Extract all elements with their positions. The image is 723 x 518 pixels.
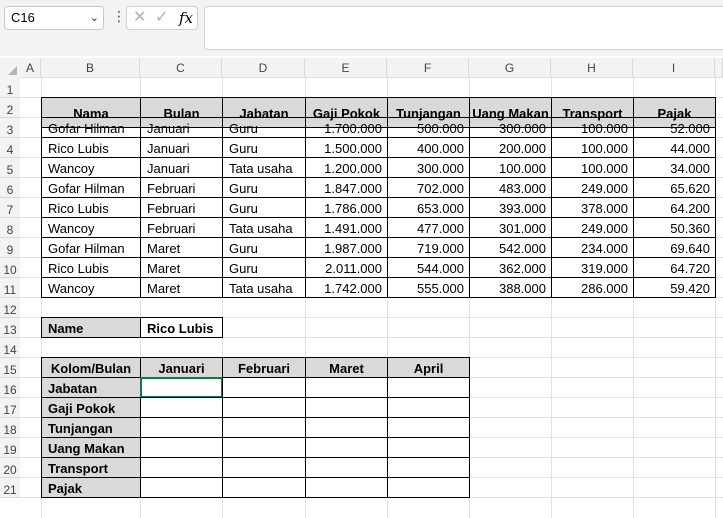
row-header-16[interactable]: 16 <box>0 378 20 398</box>
table-cell[interactable]: Guru <box>222 237 306 258</box>
row-header-1[interactable]: 1 <box>0 78 20 98</box>
name-label[interactable]: Name <box>41 317 141 338</box>
row-header-19[interactable]: 19 <box>0 438 20 458</box>
row-header-18[interactable]: 18 <box>0 418 20 438</box>
formula-input[interactable] <box>204 6 723 50</box>
table-cell[interactable]: 719.000 <box>387 237 470 258</box>
summary-cell[interactable] <box>222 457 306 478</box>
summary-cell[interactable] <box>387 477 470 498</box>
column-header-next[interactable] <box>715 58 723 78</box>
summary-cell[interactable] <box>140 477 223 498</box>
formula-buttons <box>126 6 198 30</box>
table-cell[interactable]: Januari <box>140 137 223 158</box>
table-cell[interactable]: 200.000 <box>469 137 552 158</box>
table-header-tunjangan[interactable]: Tunjangan <box>387 97 470 128</box>
table-cell[interactable]: Guru <box>222 177 306 198</box>
table-cell[interactable]: Gofar Hilman <box>41 237 141 258</box>
table-cell[interactable]: 301.000 <box>469 217 552 238</box>
summary-cell[interactable] <box>387 417 470 438</box>
column-header-i[interactable]: I <box>633 58 715 78</box>
more-options-icon[interactable]: ⋮ <box>112 8 126 24</box>
table-cell[interactable]: Februari <box>140 197 223 218</box>
summary-row-label[interactable]: Transport <box>41 457 141 478</box>
table-cell[interactable]: 52.000 <box>633 117 716 138</box>
row-header-7[interactable]: 7 <box>0 198 20 218</box>
table-cell[interactable]: 378.000 <box>551 197 634 218</box>
table-cell[interactable]: 65.620 <box>633 177 716 198</box>
row-header-14[interactable]: 14 <box>0 338 20 358</box>
table-cell[interactable]: 100.000 <box>551 137 634 158</box>
table-header-transport[interactable]: Transport <box>551 97 634 128</box>
table-cell[interactable]: Maret <box>140 277 223 298</box>
gridline <box>20 77 723 78</box>
table-cell[interactable]: 319.000 <box>551 257 634 278</box>
table-cell[interactable]: 1.847.000 <box>305 177 388 198</box>
summary-header-januari[interactable]: Januari <box>140 357 223 378</box>
name-box-value: C16 <box>11 10 35 25</box>
summary-cell[interactable] <box>305 457 388 478</box>
table-header-uang-makan[interactable]: Uang Makan <box>469 97 552 128</box>
table-cell[interactable]: 286.000 <box>551 277 634 298</box>
summary-row-label[interactable]: Uang Makan <box>41 437 141 458</box>
chevron-down-icon[interactable]: ⌄ <box>89 12 99 24</box>
summary-cell[interactable] <box>140 397 223 418</box>
table-cell[interactable]: 544.000 <box>387 257 470 278</box>
table-cell[interactable]: Januari <box>140 117 223 138</box>
column-header-a[interactable]: A <box>20 58 41 78</box>
insert-function-icon[interactable]: fx <box>179 9 194 27</box>
table-cell[interactable]: 500.000 <box>387 117 470 138</box>
summary-cell[interactable] <box>305 397 388 418</box>
table-header-jabatan[interactable]: Jabatan <box>222 97 306 128</box>
table-cell[interactable]: Tata usaha <box>222 277 306 298</box>
row-header-3[interactable]: 3 <box>0 118 20 138</box>
table-cell[interactable]: Maret <box>140 257 223 278</box>
column-header-e[interactable]: E <box>305 58 387 78</box>
table-header-gaji-pokok[interactable]: Gaji Pokok <box>305 97 388 128</box>
confirm-icon[interactable]: ✓ <box>155 9 169 26</box>
summary-cell[interactable] <box>387 437 470 458</box>
table-cell[interactable]: 100.000 <box>551 117 634 138</box>
table-cell[interactable]: Gofar Hilman <box>41 117 141 138</box>
summary-cell[interactable] <box>305 417 388 438</box>
table-header-pajak[interactable]: Pajak <box>633 97 716 128</box>
table-cell[interactable]: 702.000 <box>387 177 470 198</box>
table-cell[interactable]: 542.000 <box>469 237 552 258</box>
table-cell[interactable]: 300.000 <box>387 157 470 178</box>
table-cell[interactable]: Februari <box>140 217 223 238</box>
table-cell[interactable]: Februari <box>140 177 223 198</box>
table-cell[interactable]: Rico Lubis <box>41 197 141 218</box>
row-header-9[interactable]: 9 <box>0 238 20 258</box>
column-header-c[interactable]: C <box>140 58 222 78</box>
column-header-f[interactable]: F <box>387 58 469 78</box>
summary-cell[interactable] <box>222 397 306 418</box>
table-cell[interactable]: 1.987.000 <box>305 237 388 258</box>
summary-cell[interactable] <box>387 377 470 398</box>
table-cell[interactable]: Rico Lubis <box>41 257 141 278</box>
summary-header-maret[interactable]: Maret <box>305 357 388 378</box>
table-cell[interactable]: 234.000 <box>551 237 634 258</box>
summary-cell[interactable] <box>222 377 306 398</box>
cancel-icon[interactable]: ✕ <box>133 9 147 26</box>
table-cell[interactable]: 44.000 <box>633 137 716 158</box>
table-cell[interactable]: 249.000 <box>551 217 634 238</box>
select-all-corner[interactable] <box>0 58 20 78</box>
row-header-15[interactable]: 15 <box>0 358 20 378</box>
table-cell[interactable]: 300.000 <box>469 117 552 138</box>
row-header-2[interactable]: 2 <box>0 98 20 118</box>
column-header-b[interactable]: B <box>41 58 140 78</box>
formula-toolbar <box>0 0 723 56</box>
row-header-21[interactable]: 21 <box>0 478 20 498</box>
summary-row-label[interactable]: Jabatan <box>41 377 141 398</box>
table-cell[interactable]: 69.640 <box>633 237 716 258</box>
table-cell[interactable]: Guru <box>222 117 306 138</box>
table-cell[interactable]: 1.500.000 <box>305 137 388 158</box>
table-cell[interactable]: 100.000 <box>551 157 634 178</box>
table-cell[interactable]: 2.011.000 <box>305 257 388 278</box>
active-cell-c16[interactable] <box>140 377 223 398</box>
summary-cell[interactable] <box>222 437 306 458</box>
summary-cell[interactable] <box>305 377 388 398</box>
summary-header-kolom-bulan[interactable]: Kolom/Bulan <box>41 357 141 378</box>
table-cell[interactable]: Guru <box>222 137 306 158</box>
table-cell[interactable]: Januari <box>140 157 223 178</box>
table-cell[interactable]: Tata usaha <box>222 217 306 238</box>
summary-cell[interactable] <box>222 477 306 498</box>
table-header-bulan[interactable]: Bulan <box>140 97 223 128</box>
row-header-8[interactable]: 8 <box>0 218 20 238</box>
summary-cell[interactable] <box>140 457 223 478</box>
summary-cell[interactable] <box>140 417 223 438</box>
table-cell[interactable]: 555.000 <box>387 277 470 298</box>
table-cell[interactable]: Wancoy <box>41 157 141 178</box>
summary-row-label[interactable]: Tunjangan <box>41 417 141 438</box>
row-header-10[interactable]: 10 <box>0 258 20 278</box>
column-header-h[interactable]: H <box>551 58 633 78</box>
row-header-4[interactable]: 4 <box>0 138 20 158</box>
table-cell[interactable]: 653.000 <box>387 197 470 218</box>
row-header-11[interactable]: 11 <box>0 278 20 298</box>
row-header-17[interactable]: 17 <box>0 398 20 418</box>
row-header-12[interactable]: 12 <box>0 298 20 318</box>
table-cell[interactable]: 1.742.000 <box>305 277 388 298</box>
table-cell[interactable]: 362.000 <box>469 257 552 278</box>
table-cell[interactable]: 388.000 <box>469 277 552 298</box>
table-header-nama[interactable]: Nama <box>41 97 141 128</box>
summary-cell[interactable] <box>305 437 388 458</box>
summary-cell[interactable] <box>387 457 470 478</box>
summary-row-label[interactable]: Gaji Pokok <box>41 397 141 418</box>
summary-row-label[interactable]: Pajak <box>41 477 141 498</box>
summary-header-april[interactable]: April <box>387 357 470 378</box>
table-cell[interactable]: 64.200 <box>633 197 716 218</box>
row-header-20[interactable]: 20 <box>0 458 20 478</box>
row-header-5[interactable]: 5 <box>0 158 20 178</box>
table-cell[interactable]: 50.360 <box>633 217 716 238</box>
table-cell[interactable]: Wancoy <box>41 217 141 238</box>
table-cell[interactable]: 477.000 <box>387 217 470 238</box>
summary-cell[interactable] <box>305 477 388 498</box>
row-header-6[interactable]: 6 <box>0 178 20 198</box>
column-header-d[interactable]: D <box>222 58 305 78</box>
summary-cell[interactable] <box>387 397 470 418</box>
name-value[interactable]: Rico Lubis <box>140 317 223 338</box>
name-box[interactable] <box>4 6 104 30</box>
table-cell[interactable]: 393.000 <box>469 197 552 218</box>
table-cell[interactable]: 1.200.000 <box>305 157 388 178</box>
summary-cell[interactable] <box>140 437 223 458</box>
table-cell[interactable]: Gofar Hilman <box>41 177 141 198</box>
table-cell[interactable]: 249.000 <box>551 177 634 198</box>
table-cell[interactable]: Wancoy <box>41 277 141 298</box>
summary-header-februari[interactable]: Februari <box>222 357 306 378</box>
table-cell[interactable]: Tata usaha <box>222 157 306 178</box>
column-header-g[interactable]: G <box>469 58 551 78</box>
row-header-13[interactable]: 13 <box>0 318 20 338</box>
table-cell[interactable]: 64.720 <box>633 257 716 278</box>
table-cell[interactable]: 1.700.000 <box>305 117 388 138</box>
table-cell[interactable]: Guru <box>222 197 306 218</box>
table-cell[interactable]: Maret <box>140 237 223 258</box>
summary-cell[interactable] <box>222 417 306 438</box>
table-cell[interactable]: 483.000 <box>469 177 552 198</box>
table-cell[interactable]: 1.491.000 <box>305 217 388 238</box>
table-cell[interactable]: 100.000 <box>469 157 552 178</box>
table-cell[interactable]: Guru <box>222 257 306 278</box>
table-cell[interactable]: 1.786.000 <box>305 197 388 218</box>
table-cell[interactable]: 34.000 <box>633 157 716 178</box>
table-cell[interactable]: 59.420 <box>633 277 716 298</box>
table-cell[interactable]: 400.000 <box>387 137 470 158</box>
table-cell[interactable]: Rico Lubis <box>41 137 141 158</box>
